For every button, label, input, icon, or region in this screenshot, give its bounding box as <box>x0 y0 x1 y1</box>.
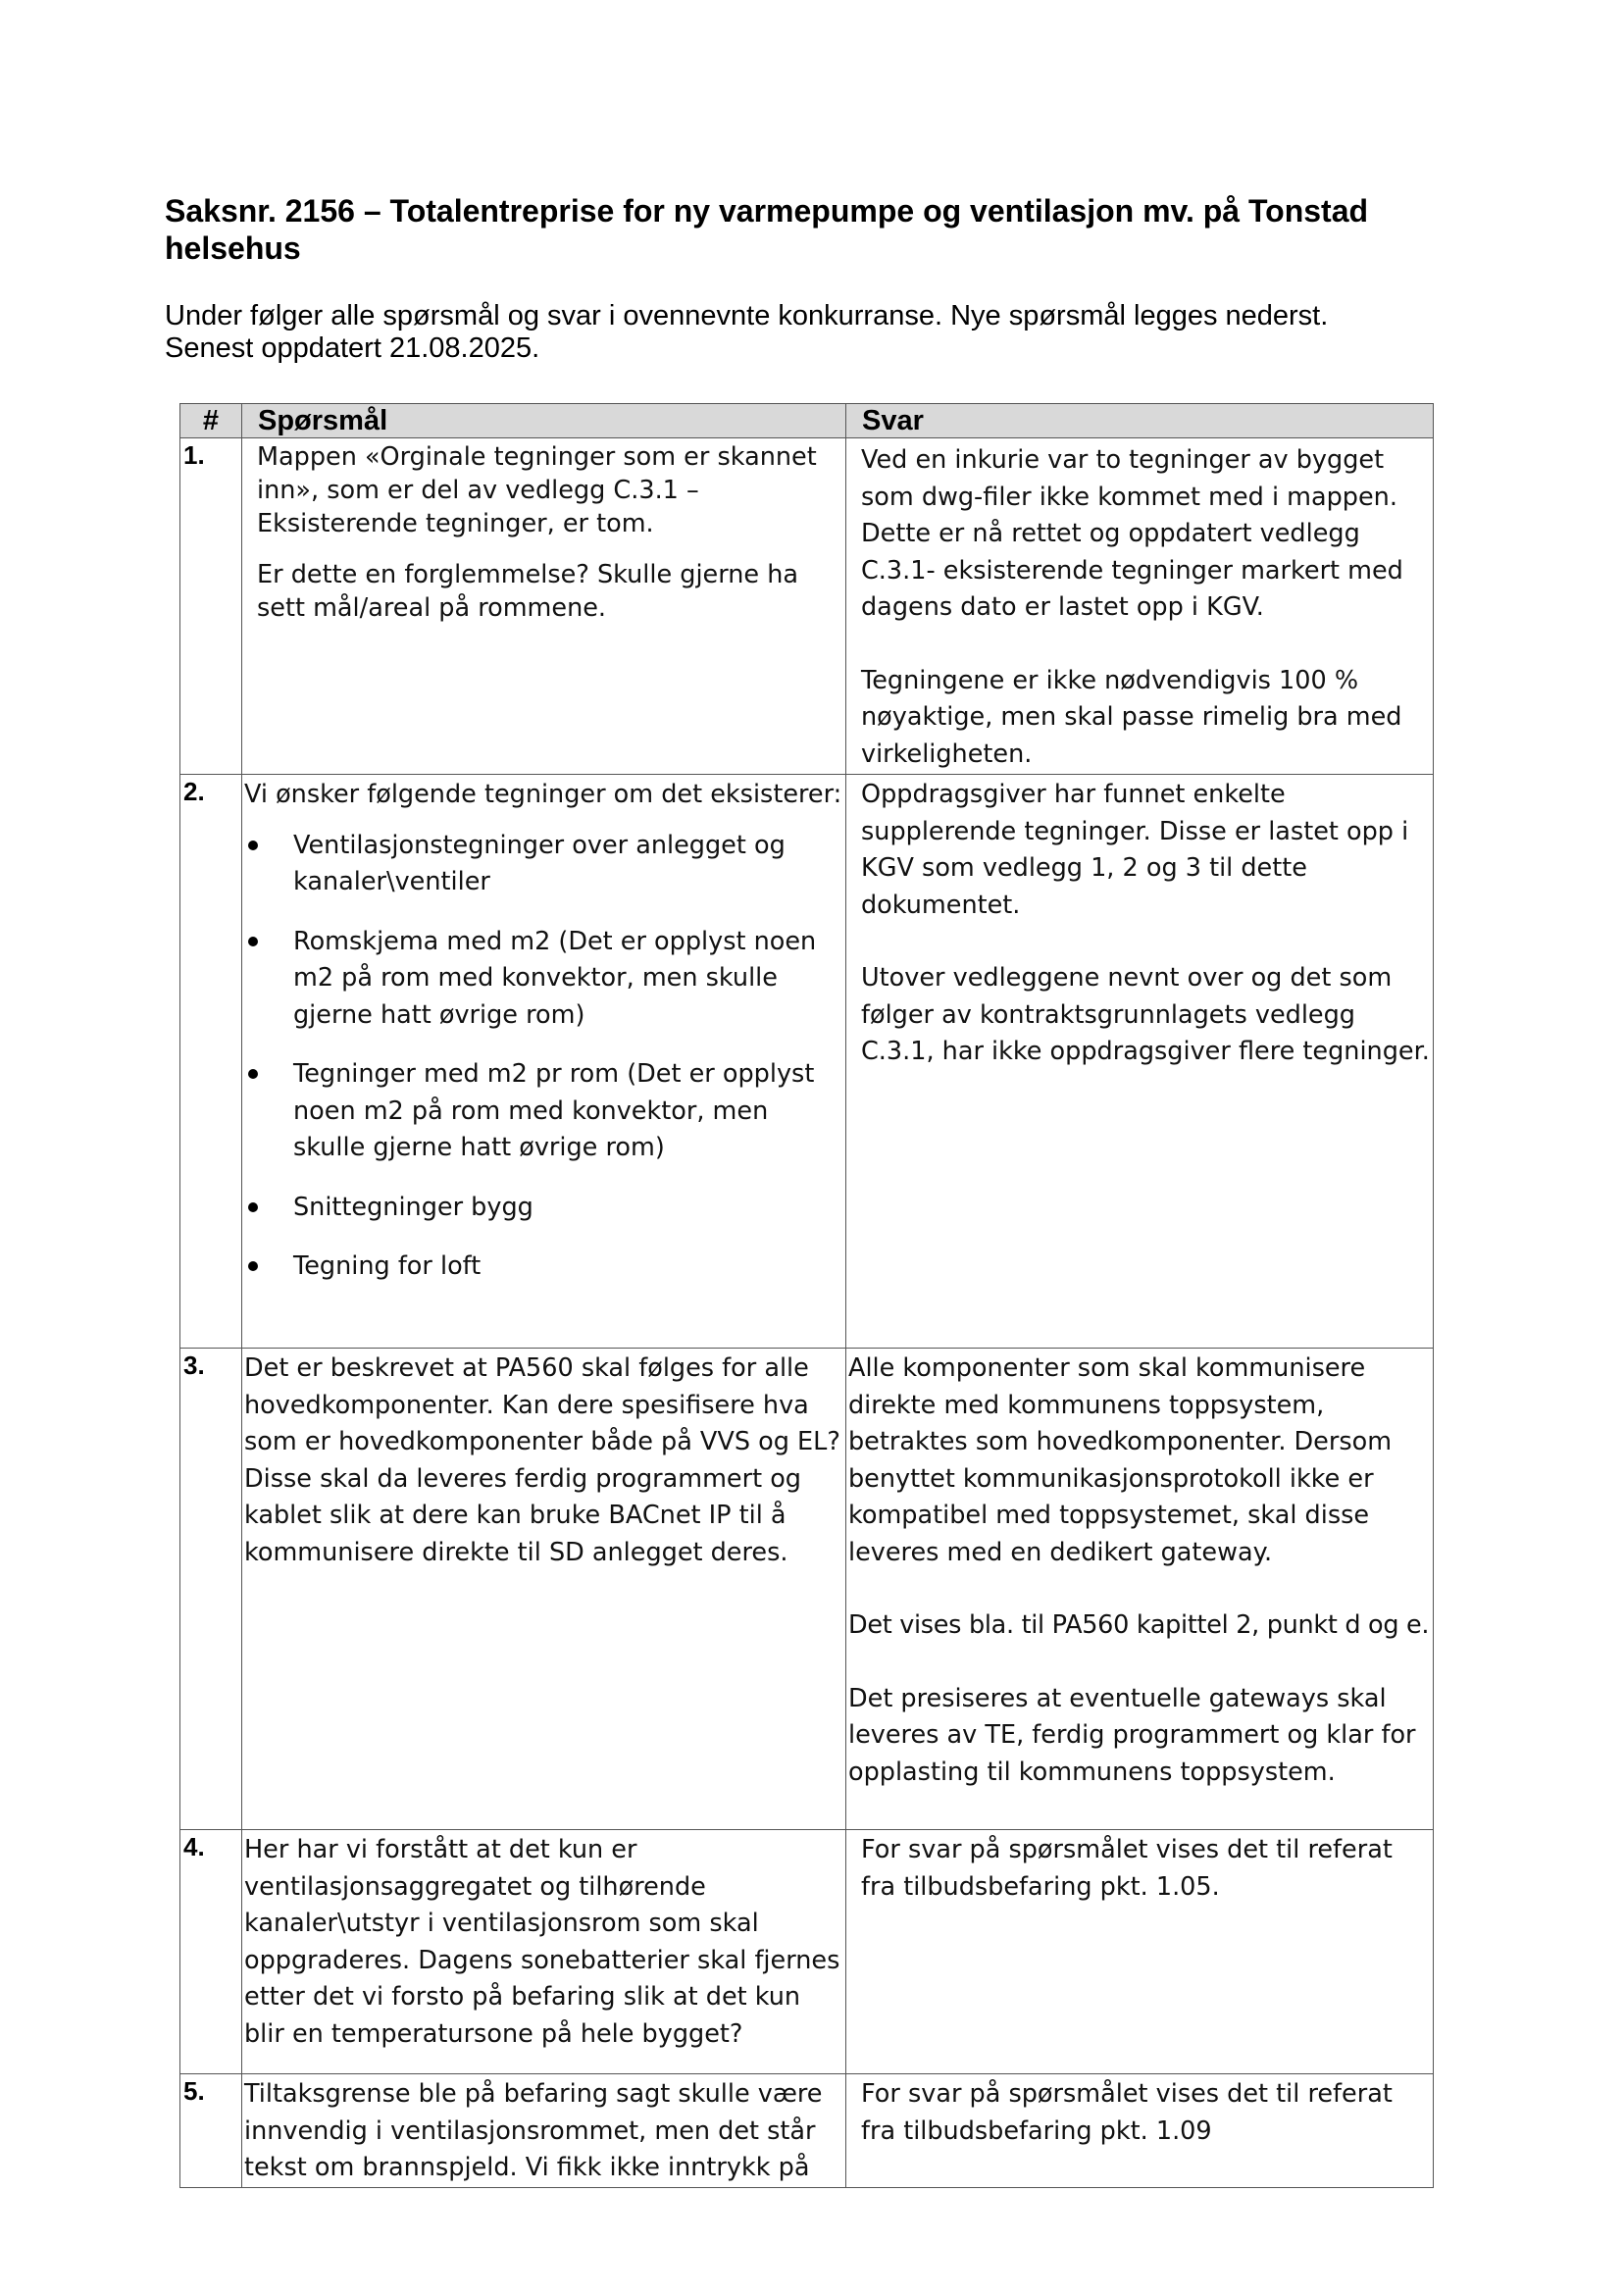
intro-line: Under følger alle spørsmål og svar i ovennevnte konkurranse. Nye spørsmål legges nederst. <box>165 300 1329 331</box>
list-item <box>244 828 845 901</box>
list-item <box>244 924 845 1035</box>
requested-drawings-list <box>244 828 845 1286</box>
table-row <box>180 2074 1434 2188</box>
list-item-text: Romskjema med m2 (Det er opplyst noen m2 på rom med konvektor, men skulle gjerne hatt øvrige rom) <box>293 926 817 1030</box>
question-cell <box>242 1349 846 1830</box>
qa-table <box>179 403 1434 2188</box>
answer-cell <box>846 2074 1434 2188</box>
header-number: # <box>180 404 242 438</box>
table-row <box>180 1830 1434 2074</box>
table-header-row <box>180 404 1434 438</box>
answer-paragraph: Det vises bla. til PA560 kapittel 2, punkt d og e. <box>848 1610 1430 1640</box>
list-item-text: Tegninger med m2 pr rom (Det er opplyst noen m2 på rom med konvektor, men skulle gjerne hatt øvrige rom) <box>293 1059 815 1162</box>
bullet-icon <box>248 1069 258 1079</box>
question-paragraph: Er dette en forglemmelse? Skulle gjerne ha sett mål/areal på rommene. <box>257 560 798 623</box>
question-cell <box>242 2074 846 2188</box>
bullet-icon <box>248 1261 258 1271</box>
header-answer: Svar <box>846 404 1434 438</box>
list-item <box>244 1056 845 1167</box>
answer-cell <box>846 438 1434 775</box>
question-intro: Vi ønsker følgende tegninger om det eksisterer: <box>244 780 842 809</box>
bullet-icon <box>248 841 258 850</box>
table-row <box>180 775 1434 1349</box>
question-paragraph: Det er beskrevet at PA560 skal følges for alle hovedkomponenter. Kan dere spesifisere hva som er hovedkomponenter både på VVS og EL? Disse skal da leveres ferdig programmert og kablet slik at dere kan bruke BACnet IP til å kommunisere direkte til SD anlegget deres. <box>244 1353 840 1567</box>
question-cell <box>242 438 846 775</box>
answer-paragraph: For svar på spørsmålet vises det til referat fra tilbudsbefaring pkt. 1.09 <box>861 2079 1393 2146</box>
bullet-icon <box>248 937 258 946</box>
answer-cell <box>846 775 1434 1349</box>
question-paragraph: Tiltaksgrense ble på befaring sagt skulle være innvendig i ventilasjonsrommet, men det står tekst om brannspjeld. Vi fikk ikke inntrykk på <box>244 2079 823 2182</box>
row-number: 5. <box>180 2074 242 2188</box>
row-number: 3. <box>180 1349 242 1830</box>
question-cell <box>242 1830 846 2074</box>
intro-text <box>165 300 1479 365</box>
list-item <box>244 1190 845 1227</box>
table-row <box>180 438 1434 775</box>
answer-paragraph: For svar på spørsmålet vises det til referat fra tilbudsbefaring pkt. 1.05. <box>861 1835 1393 1902</box>
table-row <box>180 1349 1434 1830</box>
row-number: 2. <box>180 775 242 1349</box>
answer-cell <box>846 1349 1434 1830</box>
row-number: 1. <box>180 438 242 775</box>
header-question: Spørsmål <box>242 404 846 438</box>
question-cell <box>242 775 846 1349</box>
question-paragraph: Her har vi forstått at det kun er ventilasjonsaggregatet og tilhørende kanaler\utstyr i ventilasjonsrom som skal oppgraderes. Dagens sonebatterier skal fjernes etter det vi forsto på befaring slik at det kun blir en temperatursone på hele bygget? <box>244 1835 840 2049</box>
answer-paragraph: Det presiseres at eventuelle gateways skal leveres av TE, ferdig programmert og klar for opplasting til kommunens toppsystem. <box>848 1683 1416 1787</box>
list-item <box>244 1249 845 1286</box>
answer-paragraph: Utover vedleggene nevnt over og det som følger av kontraktsgrunnlagets vedlegg C.3.1, har ikke oppdragsgiver flere tegninger. <box>861 963 1430 1066</box>
answer-paragraph: Ved en inkurie var to tegninger av bygget som dwg-filer ikke kommet med i mappen. Dette er nå rettet og oppdatert vedlegg C.3.1- eksisterende tegninger markert med dagens dato er lastet opp i KGV. <box>861 445 1403 622</box>
list-item-text: Tegning for loft <box>293 1251 482 1281</box>
answer-paragraph: Oppdragsgiver har funnet enkelte supplerende tegninger. Disse er lastet opp i KGV som vedlegg 1, 2 og 3 til dette dokumentet. <box>861 780 1409 920</box>
question-paragraph: Mappen «Orginale tegninger som er skannet inn», som er del av vedlegg C.3.1 – Eksisterende tegninger, er tom. <box>257 442 817 538</box>
answer-cell <box>846 1830 1434 2074</box>
intro-line: Senest oppdatert 21.08.2025. <box>165 332 540 364</box>
document-title: Saksnr. 2156 – Totalentreprise for ny varmepumpe og ventilasjon mv. på Tonstad helsehus <box>165 193 1369 266</box>
list-item-text: Ventilasjonstegninger over anlegget og kanaler\ventiler <box>293 830 786 896</box>
answer-paragraph: Alle komponenter som skal kommunisere direkte med kommunens toppsystem, betraktes som hovedkomponenter. Dersom benyttet kommunikasjonsprotokoll ikke er kompatibel med toppsystemet, skal disse leveres med en dedikert gateway. <box>848 1353 1393 1567</box>
row-number: 4. <box>180 1830 242 2074</box>
bullet-icon <box>248 1202 258 1212</box>
answer-paragraph: Tegningene er ikke nødvendigvis 100 % nøyaktige, men skal passe rimelig bra med virkeligheten. <box>861 665 1402 769</box>
list-item-text: Snittegninger bygg <box>293 1192 533 1222</box>
